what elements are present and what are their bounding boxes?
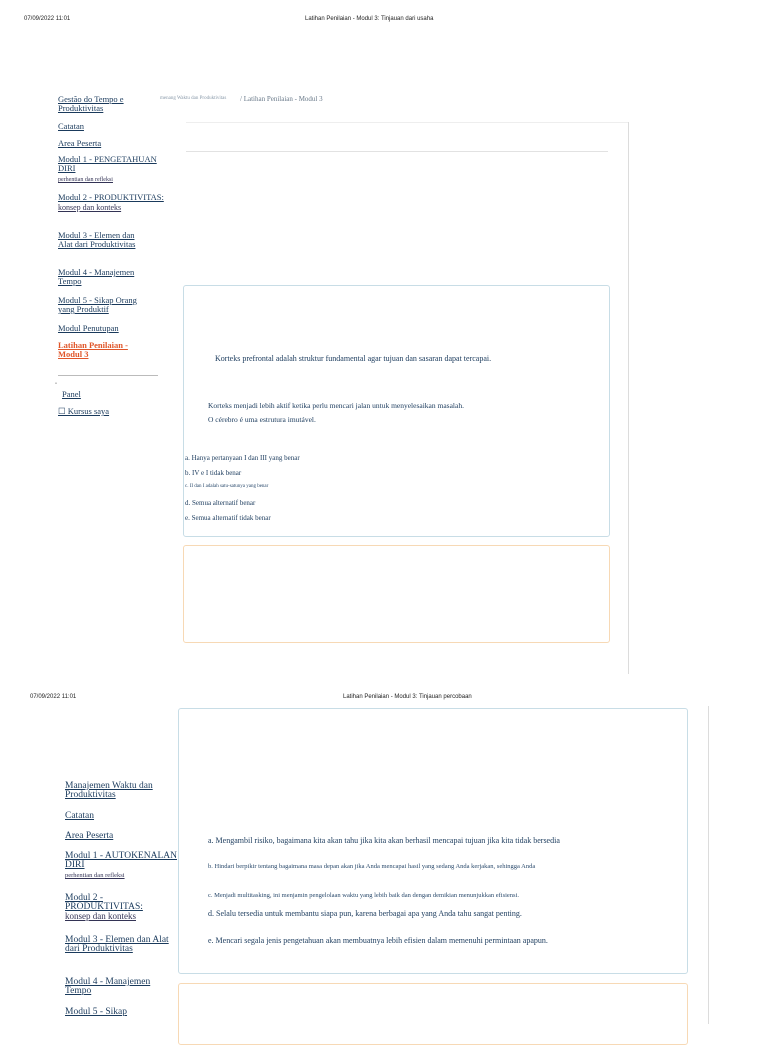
sidebar-item-closing-module[interactable]: Modul Penutupan xyxy=(58,323,119,333)
feedback-box-2 xyxy=(178,983,688,1045)
divider xyxy=(186,151,608,152)
option-b[interactable]: b. IV e I tidak benar xyxy=(185,469,242,477)
option-c-2[interactable]: c. Menjadi multitasking, ini menjamin pengelolaan waktu yang lebih baik dan dengan demikian menunjukkan efisiensi. xyxy=(208,892,520,899)
statement-2: O cérebro é uma estrutura imutável. xyxy=(208,415,316,424)
page1-timestamp: 07/09/2022 11:01 xyxy=(24,16,71,22)
sidebar-item-assessment-active[interactable]: Latihan Penilaian - Modul 3 xyxy=(58,340,128,359)
content-top-border xyxy=(186,122,628,123)
option-e[interactable]: e. Semua alternatif tidak benar xyxy=(185,514,271,522)
option-a[interactable]: a. Hanya pertanyaan I dan III yang benar xyxy=(185,454,300,462)
sidebar-divider xyxy=(58,375,158,376)
sidebar-item-module-2[interactable]: Modul 2 - PRODUKTIVITAS: konsep dan konteks xyxy=(58,192,164,212)
statement-1: Korteks menjadi lebih aktif ketika perlu mencari jalan untuk menyelesaikan masalah. xyxy=(208,401,464,410)
option-d[interactable]: d. Semua alternatif benar xyxy=(185,499,256,507)
bullet-icon: ˚ xyxy=(55,383,57,389)
sidebar-item-module-5[interactable]: Modul 5 - Sikap Orang yang Produktif xyxy=(58,295,137,314)
breadcrumb-small[interactable]: menang Waktu dan Produktivitas xyxy=(160,96,227,101)
sidebar-item-module-4[interactable]: Modul 4 - Manajemen Tempo xyxy=(65,977,151,996)
option-c[interactable]: c. II dan I adalah satu-satunya yang benar xyxy=(185,484,269,489)
sidebar-item-module-1[interactable]: Modul 1 - AUTOKENALAN DIRI perhentian dan refleksi xyxy=(65,851,177,879)
sidebar-item-module-4[interactable]: Modul 4 - Manajemen Tempo xyxy=(58,267,135,286)
my-courses-link[interactable]: ☐ Kursus saya xyxy=(58,406,110,416)
page2-title: Latihan Penilaian - Modul 3: Tinjauan percobaan xyxy=(343,694,472,700)
option-a-2[interactable]: a. Mengambil risiko, bagaimana kita akan tahu jika kita akan berhasil mencapai tujuan jika kita tidak bersedia xyxy=(208,836,560,845)
sidebar-item-module-2[interactable]: Modul 2 - PRODUKTIVITAS: konsep dan konteks xyxy=(65,893,143,921)
feedback-box xyxy=(183,545,610,643)
question-text: Korteks prefrontal adalah struktur fundamental agar tujuan dan sasaran dapat tercapai. xyxy=(215,354,492,363)
option-e-2[interactable]: e. Mencari segala jenis pengetahuan akan membuatnya lebih efisien dalam memenuhi permintaan apapun. xyxy=(208,936,548,945)
option-b-2[interactable]: b. Hindari berpikir tentang bagaimana masa depan akan jika Anda mencapai hasil yang sedang Anda kerjakan, sehingga Anda xyxy=(208,863,536,870)
sidebar-item-module-5[interactable]: Modul 5 - Sikap xyxy=(65,1007,128,1017)
sidebar-item-participant-area[interactable]: Area Peserta xyxy=(65,831,114,841)
sidebar-item-notes[interactable]: Catatan xyxy=(58,121,84,131)
sidebar-item-participant-area[interactable]: Area Peserta xyxy=(58,138,102,148)
page1-title: Latihan Penilaian - Modul 3: Tinjauan dari usaha xyxy=(305,16,434,22)
sidebar-item-module-1[interactable]: Modul 1 - PENGETAHUAN DIRI perhentian dan refleksi xyxy=(58,154,157,183)
panel-link[interactable]: Panel xyxy=(62,389,81,399)
breadcrumb-current: / Latihan Penilaian - Modul 3 xyxy=(240,95,323,103)
sidebar-item-module-3[interactable]: Modul 3 - Elemen dan Alat dari Produktivitas xyxy=(58,230,136,249)
option-d-2[interactable]: d. Selalu tersedia untuk membantu siapa pun, karena berbagai apa yang Anda tahu sangat penting. xyxy=(208,909,522,918)
page2-timestamp: 07/09/2022 11:01 xyxy=(30,694,77,700)
content-border xyxy=(628,122,629,674)
sidebar-item-course-home[interactable]: Manajemen Waktu dan Produktivitas xyxy=(65,781,153,800)
content-border-2 xyxy=(708,706,709,1024)
sidebar-item-module-3[interactable]: Modul 3 - Elemen dan Alat dari Produktivitas xyxy=(65,935,169,954)
sidebar-item-notes[interactable]: Catatan xyxy=(65,811,95,821)
sidebar-item-course-home[interactable]: Gestão do Tempo e Produktivitas xyxy=(58,94,124,113)
sidebar-nav-2 xyxy=(65,782,185,1024)
